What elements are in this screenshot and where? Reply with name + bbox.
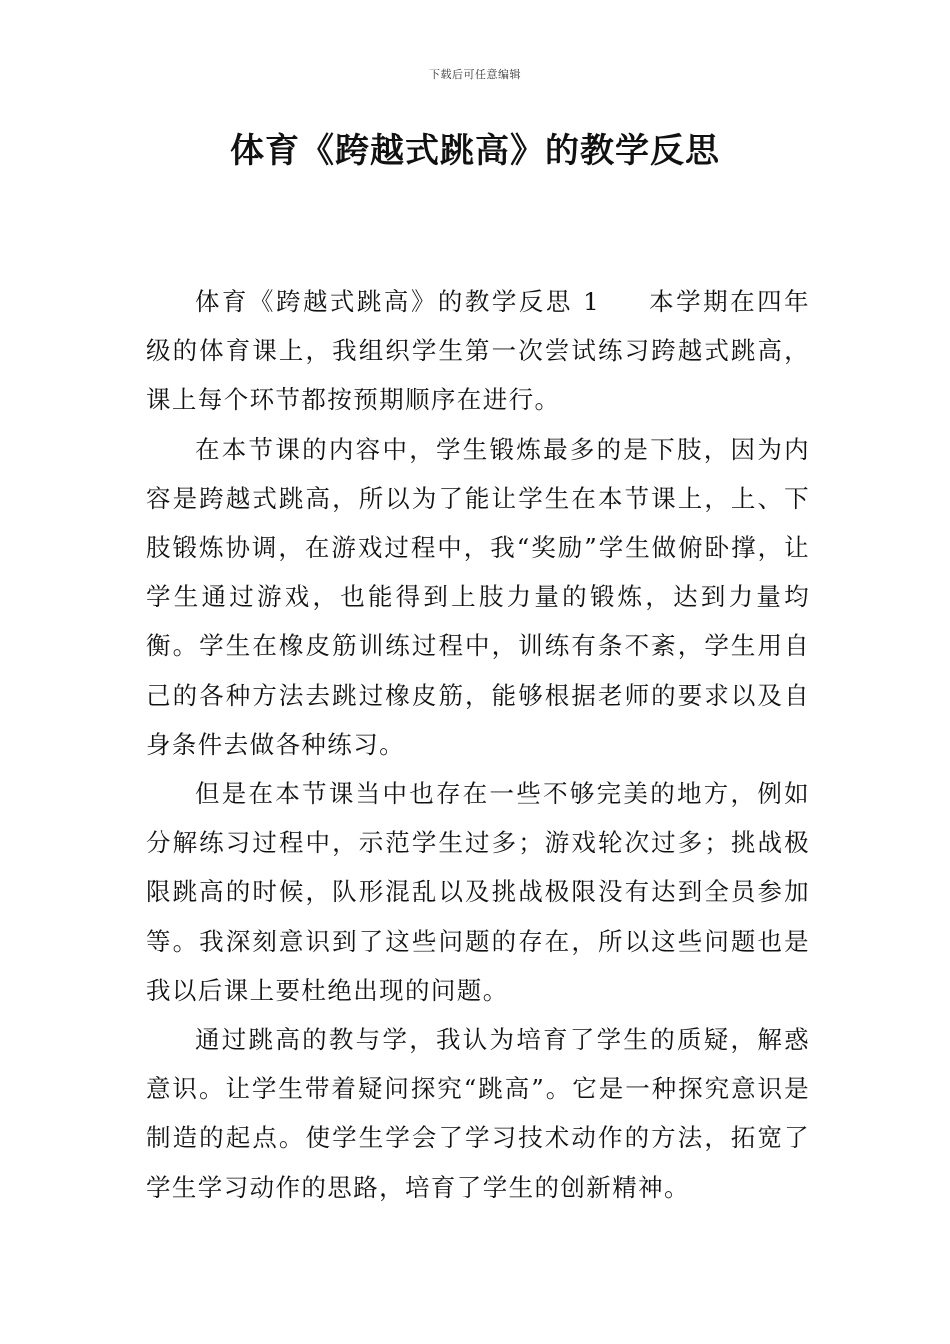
paragraph-1 [146,277,810,425]
paragraph-2: 在本节课的内容中，学生锻炼最多的是下肢，因为内容是跨越式跳高，所以为了能让学生在本节课上，上、下肢锻炼协调，在游戏过程中，我“奖励”学生做俯卧撑，让学生通过游戏，也能得到上肢力量的锻炼，达到力量均衡。学生在橡皮筋训练过程中，训练有条不紊，学生用自己的各种方法去跳过橡皮筋，能够根据老师的要求以及自身条件去做各种练习。 [146,434,810,759]
paragraph-4: 通过跳高的教与学，我认为培育了学生的质疑，解惑意识。让学生带着疑问探究“跳高”。它是一种探究意识是制造的起点。使学生学会了学习技术动作的方法，拓宽了学生学习动作的思路，培育了学生的创新精神。 [146,1025,810,1202]
document-title: 体育《跨越式跳高》的教学反思 [230,131,720,171]
paragraph-1-lead: 体育《跨越式跳高》的教学反思 1 [195,287,601,316]
paragraph-1-text: 本学期在四年级的体育课上，我组织学生第一次尝试练习跨越式跳高，课上每个环节都按预期顺序在进行。 [146,287,810,415]
document-body [146,277,810,1212]
paragraph-3: 但是在本节课当中也存在一些不够完美的地方，例如分解练习过程中，示范学生过多；游戏轮次过多；挑战极限跳高的时候，队形混乱以及挑战极限没有达到全员参加等。我深刻意识到了这些问题的存在，所以这些问题也是我以后课上要杜绝出现的问题。 [146,779,810,1005]
header-note: 下载后可任意编辑 [429,68,521,81]
